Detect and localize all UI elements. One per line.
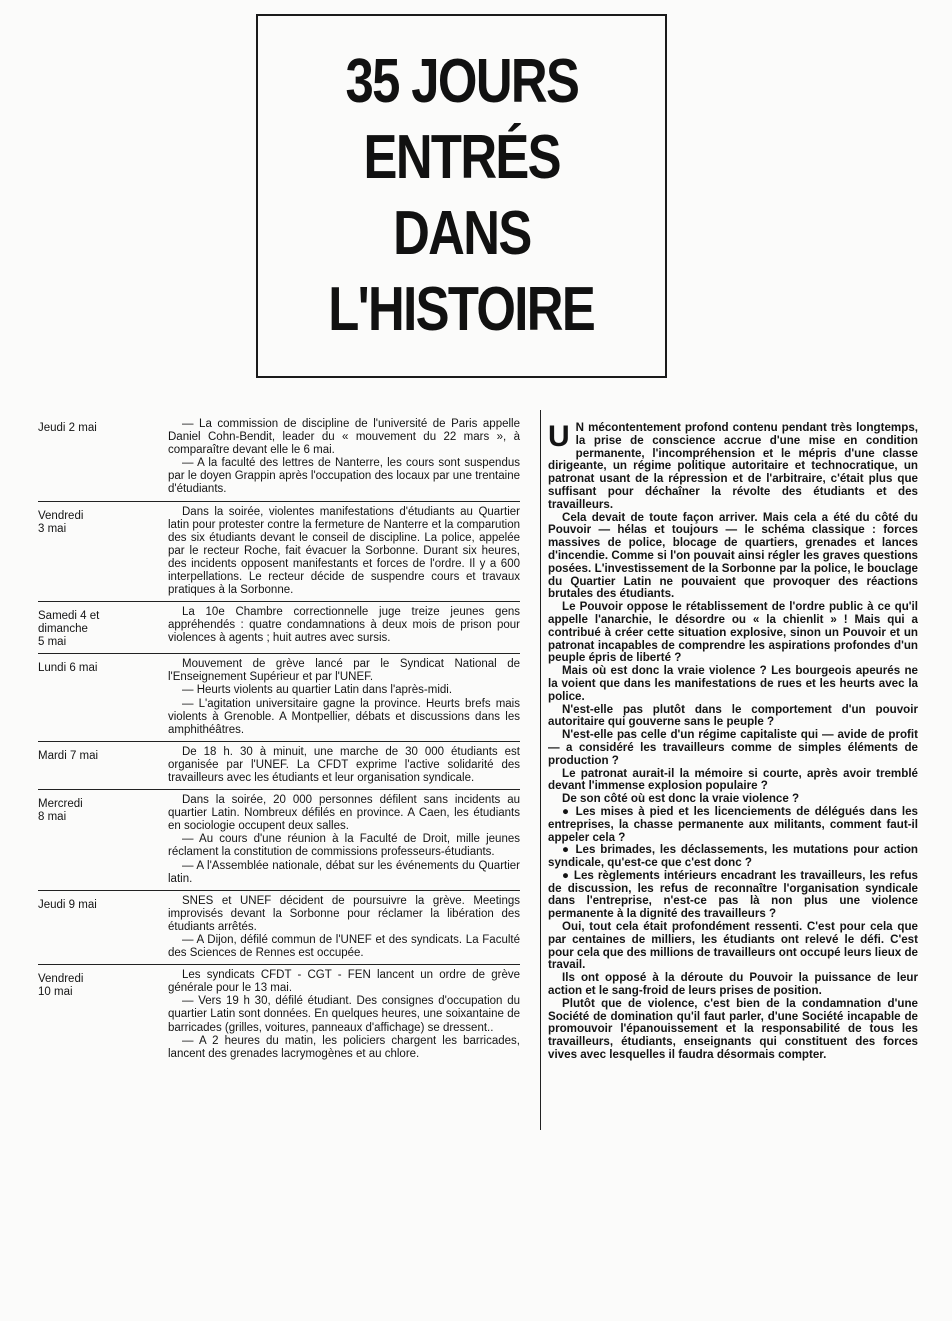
entry-events <box>168 895 520 960</box>
entry-date: Jeudi 2 mai <box>38 422 97 434</box>
article-paragraph: ● Les brimades, les déclassements, les mutations pour action syndicale, qu'est-ce que c'est donc ? <box>548 843 918 870</box>
timeline-entry <box>38 654 520 742</box>
entry-events <box>168 794 520 886</box>
article-paragraph: N mécontentement profond contenu pendant très longtemps, la prise de conscience accrue d'une mise en condition permanente, l'incompréhension et le mépris d'une classe dirigeante, un régime politique autoritaire et technocratique, un patronat usant de la répression et de l'arbitraire, c'était plus que suffisant pour déchaîner la révolte des étudiants et des travailleurs. <box>548 421 918 511</box>
article <box>548 422 918 1062</box>
dropcap: U <box>548 420 570 453</box>
event-text: — Heurts violents au quartier Latin dans l'après-midi. <box>182 684 453 697</box>
timeline-entry <box>38 742 520 790</box>
article-paragraph: ● Les mises à pied et les licenciements de délégués dans les entreprises, la chasse permanente aux militants, comment faut-il appeler cela ? <box>548 804 918 844</box>
entry-events <box>168 506 520 598</box>
entry-date: Vendredi 3 mai <box>38 509 84 535</box>
title-line: ENTRÉS <box>363 123 560 192</box>
article-body <box>548 422 918 1062</box>
event-text: Dans la soirée, violentes manifestations d'étudiants au Quartier latin pour protester contre la fermeture de Nanterre et la comparution des six étudiants devant le conseil de discipline. La police, appelée par le recteur Roche, fait évacuer la Sorbonne. Durant six heures, des incidents opposent manifestants et forces de l'ordre. Il y a 600 interpellations. Le recteur décide de suspendre cours et travaux pratiques à la Sorbonne. <box>168 505 520 597</box>
title-line: 35 JOURS <box>345 47 578 116</box>
event-text: — L'agitation universitaire gagne la province. Heurts brefs mais violents à Grenoble. A Montpellier, débats et discussions dans les amphithéâtres. <box>168 697 520 736</box>
event-text: — La commission de discipline de l'université de Paris appelle Daniel Cohn-Bendit, leader du « mouvement du 22 mars », à comparaître devant elle le 6 mai. <box>168 418 520 457</box>
article-paragraph: Le Pouvoir oppose le rétablissement de l'ordre public à ce qu'il appelle l'anarchie, le désordre ou « la chienlit » ! Mais qui a contribué à créer cette situation explosive, sinon un Pouvoir et un patronat incapables de comprendre les aspirations profondes d'un peuple épris de liberté ? <box>548 600 918 665</box>
event-text: — Au cours d'une réunion à la Faculté de Droit, mille jeunes réclament la constitution de commissions professeurs-étudiants. <box>168 833 520 859</box>
timeline-entry <box>38 790 520 891</box>
article-paragraph: N'est-elle pas celle d'un régime capitaliste qui — avide de profit — a considéré les travailleurs comme de simples éléments de production ? <box>548 728 918 767</box>
column-divider <box>540 410 541 1130</box>
event-text: Dans la soirée, 20 000 personnes défilent sans incidents au quartier Latin. Nombreux défilés en province. A Caen, les étudiants en sociologie occupent deux salles. <box>168 794 520 833</box>
event-text: — A la faculté des lettres de Nanterre, les cours sont suspendus par le doyen Grappin après l'occupation des locaux par une trentaine d'étudiants. <box>168 457 520 496</box>
article-paragraph: Le patronat aurait-il la mémoire si courte, après avoir tremblé devant l'immense explosion populaire ? <box>548 766 918 793</box>
event-text: De 18 h. 30 à minuit, une marche de 30 000 étudiants est organisée par l'UNEF. La CFDT exprime l'active solidarité des travailleurs avec les étudiants et leur organisation syndicale. <box>168 745 520 784</box>
timeline-entry <box>38 414 520 502</box>
entry-events <box>168 606 520 649</box>
timeline-entry <box>38 891 520 965</box>
event-text: SNES et UNEF décident de poursuivre la grève. Meetings improvisés devant la Sorbonne pour réclamer la libération des étudiants arrêtés. <box>168 894 520 933</box>
entry-events <box>168 418 520 497</box>
article-paragraph: N'est-elle pas plutôt dans le comportement d'un pouvoir autoritaire qui gouverne sans le peuple ? <box>548 702 918 729</box>
entry-events <box>168 746 520 785</box>
event-text: — Vers 19 h 30, défilé étudiant. Des consignes d'occupation du quartier Latin sont données. En quelques heures, une soixantaine de barricades (grilles, voitures, panneaux d'affichage) se dressent.. <box>168 995 520 1034</box>
article-paragraph: ● Les règlements intérieurs encadrant les travailleurs, les refus de discussion, les refus de reconnaître l'organisation syndicale dans l'entreprise, n'est-ce pas là non plus une violence permanente à la dignité des travailleurs ? <box>548 868 918 921</box>
article-paragraph: Mais où est donc la vraie violence ? Les bourgeois apeurés ne la voient que dans les manifestations de rues et les heurts avec la police. <box>548 664 918 703</box>
timeline-entry <box>38 602 520 654</box>
event-text: — A 2 heures du matin, les policiers chargent les barricades, lancent des grenades lacrymogènes et au chlore. <box>168 1034 520 1060</box>
event-text: Les syndicats CFDT - CGT - FEN lancent un ordre de grève générale pour le 13 mai. <box>168 969 520 995</box>
article-paragraph: Oui, tout cela était profondément ressenti. C'est pour cela que par centaines de milliers, les étudiants ont relevé le défi. C'est pour cela que des millions de travailleurs ont occupé leurs lieux de travail. <box>548 920 918 972</box>
entry-date: Mercredi 8 mai <box>38 798 83 824</box>
event-text: La 10e Chambre correctionnelle juge treize jeunes gens appréhendés : quatre condamnations à deux mois de prison pour violences à agents ; huit autres avec sursis. <box>168 606 520 645</box>
entry-date: Mardi 7 mai <box>38 749 99 762</box>
event-text: — A l'Assemblée nationale, débat sur les événements du Quartier latin. <box>168 859 520 885</box>
event-text: — A Dijon, défilé commun de l'UNEF et des syndicats. La Faculté des Sciences de Rennes est occupée. <box>168 934 520 960</box>
event-text: Mouvement de grève lancé par le Syndicat National de l'Enseignement Supérieur et par l'UNEF. <box>168 658 520 684</box>
timeline-entry <box>38 965 520 1065</box>
title-line: L'HISTOIRE <box>328 275 595 344</box>
article-paragraph: Plutôt que de violence, c'est bien de la condamnation d'une Société de domination qu'il faut parler, d'une Société incapable de promouvoir l'épanouissement et la responsabilité de tous les travailleurs, étudiants, enseignants qui constituent des forces vives avec lesquelles il faudra désormais compter. <box>548 996 918 1062</box>
article-paragraph: De son côté où est donc la vraie violence ? <box>562 792 800 806</box>
article-paragraph: Cela devait de toute façon arriver. Mais cela a été du côté du Pouvoir — hélas et toujours — le schéma classique : forces massives de police, blocage de quartiers, grenades et lances d'incendie. Comme si l'on pouvait ainsi régler les graves questions posées. L'investissement de la Sorbonne par la police, le bouclage du Quartier Latin ne pouvaient que provoquer des réactions brutales des étudiants. <box>548 510 918 601</box>
article-paragraph: Ils ont opposé à la déroute du Pouvoir la puissance de leur action et le sang-froid de leurs prises de position. <box>548 971 918 998</box>
entry-date: Samedi 4 et dimanche 5 mai <box>38 610 100 649</box>
entry-date: Vendredi 10 mai <box>38 973 84 999</box>
entry-date: Lundi 6 mai <box>38 662 98 675</box>
entry-events <box>168 969 520 1061</box>
timeline-entry <box>38 502 520 603</box>
title-box <box>256 14 667 378</box>
title-line: DANS <box>392 199 531 268</box>
entry-events <box>168 658 520 737</box>
entry-date: Jeudi 9 mai <box>38 898 97 911</box>
timeline <box>38 414 520 1065</box>
